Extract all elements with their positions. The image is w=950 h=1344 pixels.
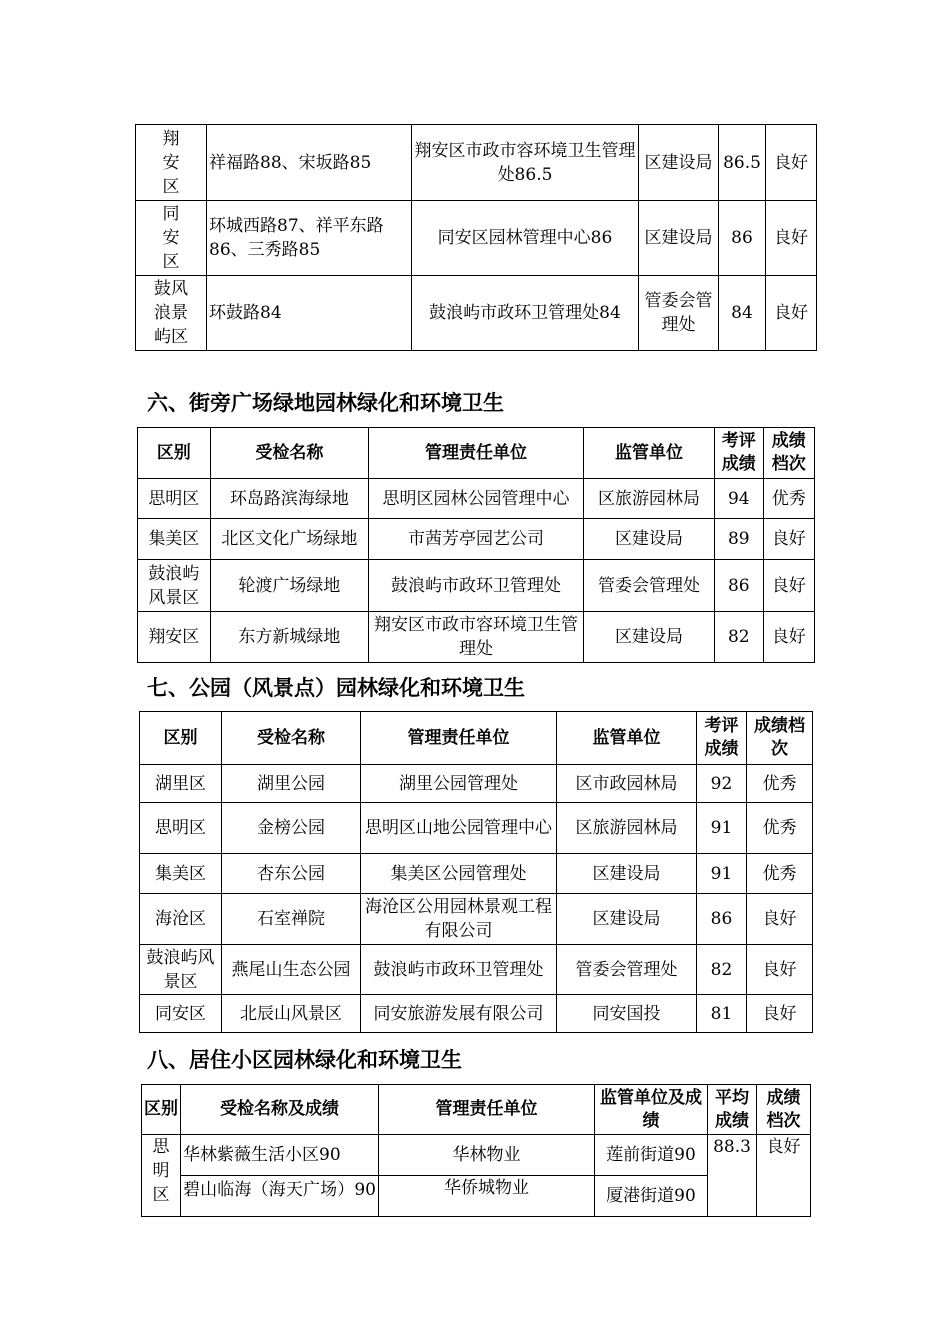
district-cell: 鼓风 浪景 屿区 [136, 276, 207, 351]
district-cell: 同 安 区 [136, 201, 207, 276]
supervisor-cell: 区建设局 [639, 201, 719, 276]
table-row [138, 519, 815, 560]
unit-cell: 海沧区公用园林景观工程有限公司 [361, 894, 557, 945]
grade-cell: 优秀 [747, 803, 813, 854]
district-cell: 同安区 [140, 995, 222, 1033]
grade-cell: 良好 [766, 125, 817, 201]
unit-cell: 鼓浪屿市政环卫管理处 [369, 560, 584, 612]
score-cell: 89 [715, 519, 763, 560]
supervisor-cell: 区市政园林局 [557, 765, 697, 803]
name-cell [181, 1176, 379, 1217]
header-district: 区别 [140, 712, 222, 765]
section-7-title: 七、公园（风景点）园林绿化和环境卫生 [147, 676, 525, 700]
grade-cell: 良好 [747, 945, 813, 995]
unit-cell: 湖里公园管理处 [361, 765, 557, 803]
section-7-table [139, 711, 813, 1033]
grade-cell: 良好 [763, 560, 815, 612]
district-cell: 翔安区 [138, 612, 211, 663]
header-name: 受检名称 [210, 428, 368, 479]
header-supervisor: 监管单位 [557, 712, 697, 765]
header-unit: 管理责任单位 [379, 1085, 595, 1135]
unit-cell: 鼓浪屿市政环卫管理处84 [412, 276, 639, 351]
unit-cell: 集美区公园管理处 [361, 854, 557, 894]
section-8-title: 八、居住小区园林绿化和环境卫生 [147, 1048, 462, 1072]
score-cell: 86 [697, 894, 747, 945]
unit-cell: 翔安区市政市容环境卫生管理处 [369, 612, 584, 663]
table-row [140, 995, 813, 1033]
name-cell: 北区文化广场绿地 [210, 519, 368, 560]
unit-cell: 华侨城物业 [379, 1176, 595, 1217]
header-score: 考评成绩 [715, 428, 763, 479]
avg-score-cell: 88.3 [708, 1135, 757, 1217]
unit-cell: 同安旅游发展有限公司 [361, 995, 557, 1033]
name-cell: 杏东公园 [222, 854, 361, 894]
header-district: 区别 [142, 1085, 181, 1135]
grade-cell: 良好 [766, 201, 817, 276]
name-cell: 石室禅院 [222, 894, 361, 945]
unit-cell: 翔安区市政市容环境卫生管理处86.5 [412, 125, 639, 201]
section-6-table [137, 427, 815, 663]
supervisor-cell: 区建设局 [583, 519, 714, 560]
grade-cell: 良好 [747, 894, 813, 945]
score-cell: 84 [719, 276, 766, 351]
header-grade: 成绩档次 [757, 1085, 811, 1135]
score-cell: 86.5 [719, 125, 766, 201]
grade-cell: 良好 [763, 519, 815, 560]
supervisor-cell: 同安国投 [557, 995, 697, 1033]
supervisor-cell: 管委会管理处 [639, 276, 719, 351]
score-cell: 82 [697, 945, 747, 995]
supervisor-cell: 区旅游园林局 [583, 479, 714, 519]
district-cell: 翔 安 区 [136, 125, 207, 201]
grade-cell: 良好 [763, 612, 815, 663]
unit-cell: 思明区园林公园管理中心 [369, 479, 584, 519]
score-cell: 86 [719, 201, 766, 276]
items-cell: 环鼓路84 [207, 276, 412, 351]
header-score: 考评成绩 [697, 712, 747, 765]
name-text: 碧山临海（海天广场）90 [183, 1180, 376, 1200]
grade-cell: 优秀 [747, 765, 813, 803]
unit-cell: 华林物业 [379, 1135, 595, 1176]
name-cell: 东方新城绿地 [210, 612, 368, 663]
header-grade: 成绩档次 [747, 712, 813, 765]
table-row [138, 560, 815, 612]
supervisor-cell: 区旅游园林局 [557, 803, 697, 854]
district-cell: 集美区 [140, 854, 222, 894]
table-row [140, 765, 813, 803]
district-cell: 湖里区 [140, 765, 222, 803]
district-cell: 鼓浪屿风景区 [140, 945, 222, 995]
items-cell: 祥福路88、宋坂路85 [207, 125, 412, 201]
header-unit: 管理责任单位 [369, 428, 584, 479]
score-cell: 92 [697, 765, 747, 803]
score-cell: 91 [697, 854, 747, 894]
name-cell: 环岛路滨海绿地 [210, 479, 368, 519]
grade-cell: 优秀 [763, 479, 815, 519]
grade-cell: 优秀 [747, 854, 813, 894]
table-row [138, 479, 815, 519]
supervisor-cell: 区建设局 [639, 125, 719, 201]
district-cell: 思 明 区 [142, 1135, 181, 1217]
header-unit: 管理责任单位 [361, 712, 557, 765]
name-cell: 金榜公园 [222, 803, 361, 854]
table-row [140, 945, 813, 995]
district-cell: 思明区 [138, 479, 211, 519]
table-row [142, 1135, 811, 1176]
header-supervisor: 监管单位及成绩 [595, 1085, 708, 1135]
name-cell: 湖里公园 [222, 765, 361, 803]
table-row [140, 854, 813, 894]
header-name: 受检名称 [222, 712, 361, 765]
supervisor-cell: 莲前街道90 [595, 1135, 708, 1176]
table-row [140, 894, 813, 945]
section-6-title: 六、街旁广场绿地园林绿化和环境卫生 [147, 391, 504, 415]
score-cell: 91 [697, 803, 747, 854]
header-district: 区别 [138, 428, 211, 479]
header-name: 受检名称及成绩 [181, 1085, 379, 1135]
table-row [136, 201, 817, 276]
supervisor-cell: 厦港街道90 [595, 1176, 708, 1217]
district-cell: 集美区 [138, 519, 211, 560]
grade-cell: 良好 [766, 276, 817, 351]
table-row [136, 276, 817, 351]
header-row [142, 1085, 811, 1135]
supervisor-cell: 管委会管理处 [557, 945, 697, 995]
unit-cell: 思明区山地公园管理中心 [361, 803, 557, 854]
table-row [140, 803, 813, 854]
header-supervisor: 监管单位 [583, 428, 714, 479]
supervisor-cell: 管委会管理处 [583, 560, 714, 612]
grade-cell: 良好 [747, 995, 813, 1033]
unit-cell: 市茜芳亭园艺公司 [369, 519, 584, 560]
items-cell: 环城西路87、祥平东路86、三秀路85 [207, 201, 412, 276]
top-table [135, 124, 817, 351]
name-cell: 轮渡广场绿地 [210, 560, 368, 612]
header-row [138, 428, 815, 479]
unit-cell: 鼓浪屿市政环卫管理处 [361, 945, 557, 995]
score-cell: 94 [715, 479, 763, 519]
supervisor-cell: 区建设局 [583, 612, 714, 663]
table-row [136, 125, 817, 201]
header-row [140, 712, 813, 765]
table-row [138, 612, 815, 663]
name-cell: 北辰山风景区 [222, 995, 361, 1033]
section-8-table [141, 1084, 811, 1217]
score-cell: 86 [715, 560, 763, 612]
name-cell: 华林紫薇生活小区90 [181, 1135, 379, 1176]
supervisor-cell: 区建设局 [557, 894, 697, 945]
unit-cell: 同安区园林管理中心86 [412, 201, 639, 276]
district-cell: 海沧区 [140, 894, 222, 945]
district-cell: 鼓浪屿风景区 [138, 560, 211, 612]
grade-cell: 良好 [757, 1135, 811, 1217]
score-cell: 81 [697, 995, 747, 1033]
header-score: 平均成绩 [708, 1085, 757, 1135]
header-grade: 成绩档次 [763, 428, 815, 479]
name-cell: 燕尾山生态公园 [222, 945, 361, 995]
supervisor-cell: 区建设局 [557, 854, 697, 894]
district-cell: 思明区 [140, 803, 222, 854]
score-cell: 82 [715, 612, 763, 663]
